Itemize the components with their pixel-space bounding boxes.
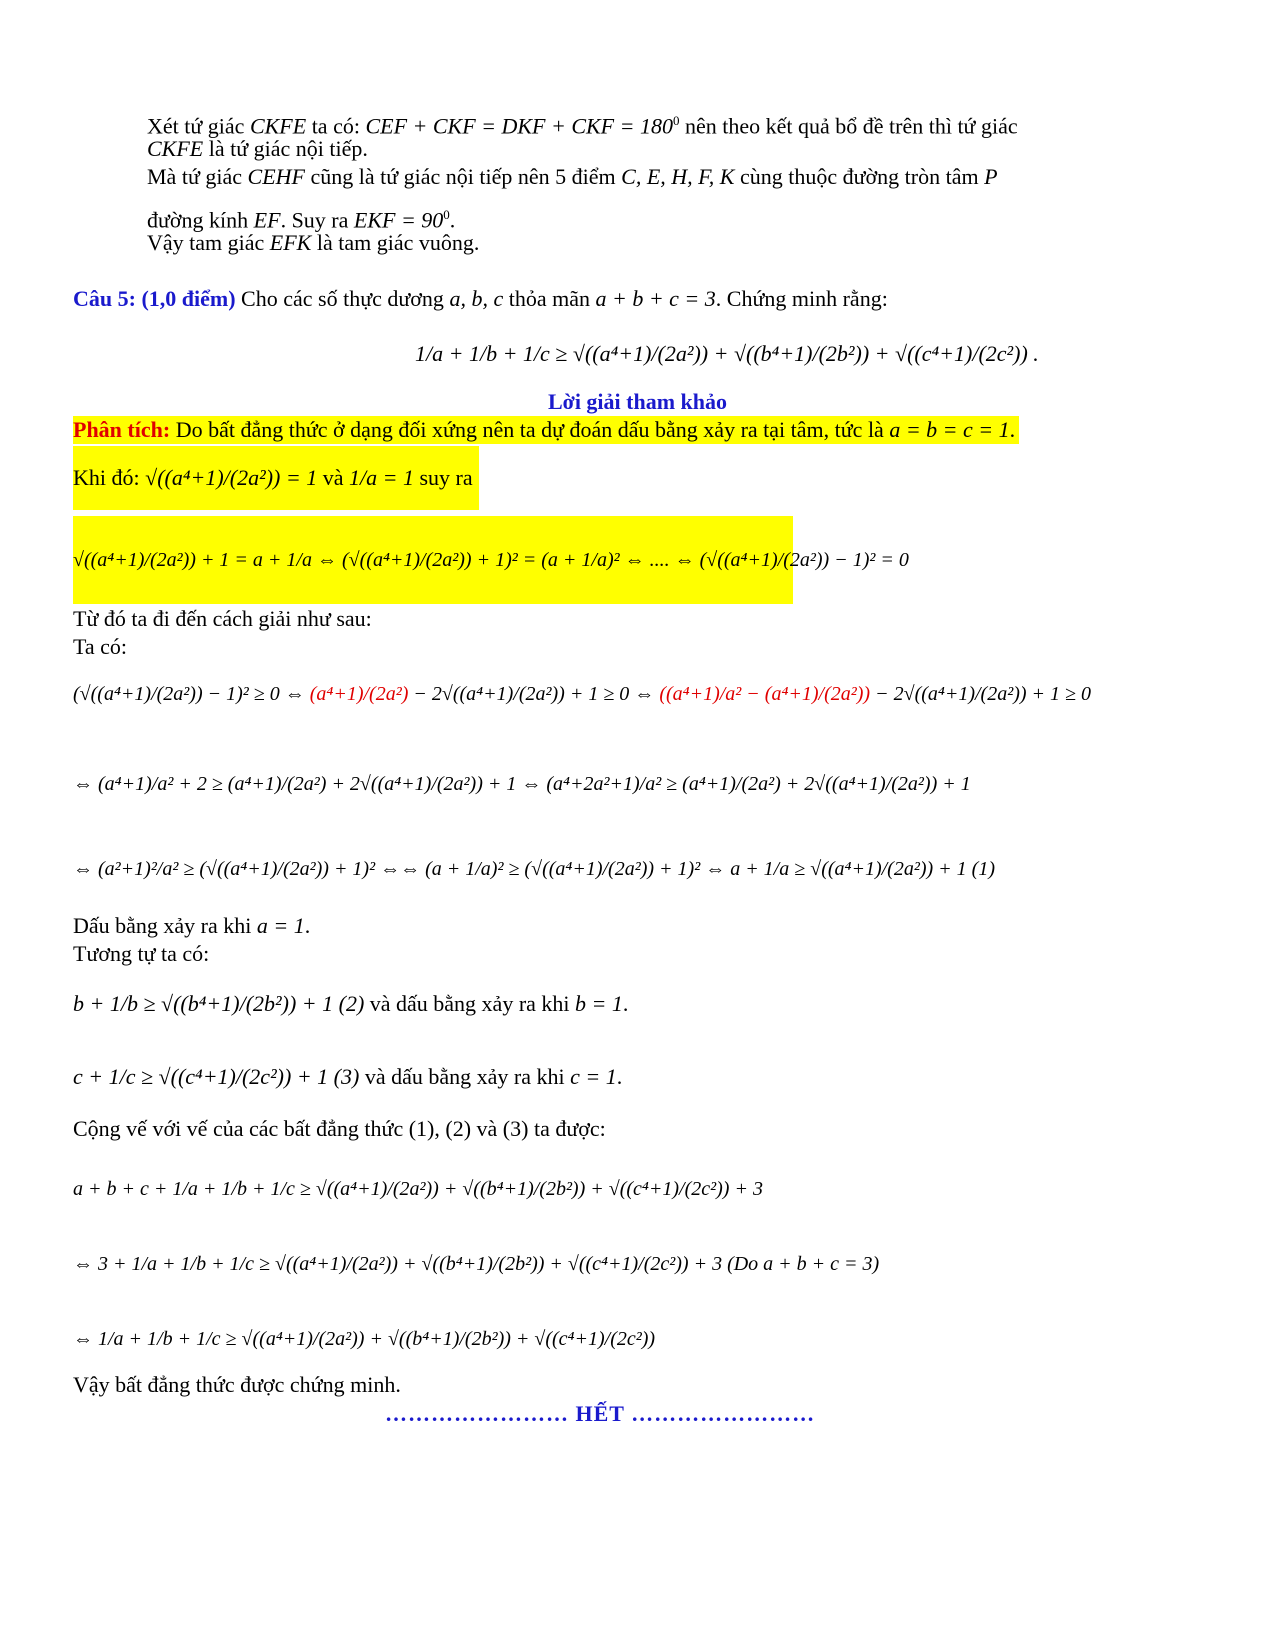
degree-mark: 0 [672,113,680,128]
text: Mà tứ giác [147,164,243,189]
math-vars: a, b, c [449,286,504,311]
intro-line-5 [147,229,479,257]
text: và [476,1116,498,1141]
math-expr: b + 1/b ≥ √((b⁴+1)/(2b²)) + 1 (2) [73,991,365,1016]
end-mark: …………………… HẾT …………………… [385,1401,816,1426]
math-expr-red: (a⁴+1)/(2a²) [309,683,409,705]
text: ta có: [311,113,360,139]
text: . [1009,417,1016,442]
math-expr: 1/a = 1 [348,465,414,490]
text: Dấu bằng xảy ra khi [73,913,252,938]
intro-line-3 [147,163,998,191]
math-expr: (√((a⁴+1)/(2a²)) − 1)² ≥ 0 ⇔ [73,683,305,705]
text: thỏa mãn [508,286,590,311]
ref: (3) [502,1116,529,1141]
text: là tam giác vuông. [316,230,480,255]
analysis-label: Phân tích: [73,417,171,442]
text: và [322,465,344,490]
degree-mark: 0 [443,207,450,222]
math-equality: a = b = c = 1 [889,417,1010,442]
math-quad: CKFE [147,136,204,161]
equation-line-2: ⇔ (a⁴+1)/a² + 2 ≥ (a⁴+1)/(2a²) + 2√((a⁴+1)/(2a²)) + 1 ⇔ (a⁴+2a²+1)/a² ≥ (a⁴+1)/(2a²) + 2√((a⁴+1)/(2a²)) + 1 [73,773,971,795]
problem-label: Câu 5: (1,0 điểm) [73,286,236,311]
sum-equation-2: ⇔ 3 + 1/a + 1/b + 1/c ≥ √((a⁴+1)/(2a²)) + √((b⁴+1)/(2b²)) + √((c⁴+1)/(2c²)) + 3 (Do a + b + c = 3) [73,1253,880,1275]
text: . Suy ra [280,207,349,233]
text: . Chứng minh rằng: [715,286,888,311]
inequality-c-line [73,1063,622,1091]
text: và dấu bằng xảy ra khi [364,1064,565,1089]
math-triangle: EFK [269,230,312,255]
highlighted-equation: √((a⁴+1)/(2a²)) + 1 = a + 1/a ⇔ (√((a⁴+1)/(2a²)) + 1)² = (a + 1/a)² ⇔ .... ⇔ (√((a⁴+1)/(2a²)) − 1)² = 0 [73,516,793,604]
text: Cộng vế với vế của các bất đẳng thức [73,1116,404,1141]
equation-line-1 [73,680,1091,708]
problem-statement [73,285,888,313]
text: đường kính [147,207,249,233]
angle-equation: CEF + CKF = DKF + CKF = 180 [365,113,673,139]
angle-equation: EKF = 90 [353,207,444,233]
math-quad: CKFE [249,113,307,139]
inequality-b-line [73,990,628,1018]
text: Xét tứ giác [147,113,245,139]
math-condition: a + b + c = 3 [595,286,716,311]
math-expr: c = 1 [570,1064,617,1089]
text: . [616,1064,623,1089]
similar-text: Tương tự ta có: [73,941,210,966]
math-expr: a = 1 [256,913,305,938]
text: nên theo kết quả bổ đề trên thì tứ giác [684,113,1018,139]
math-segment: EF [253,207,281,233]
text: cũng là tứ giác nội tiếp nên 5 điểm [310,164,616,189]
math-expr: b = 1 [575,991,623,1016]
sum-equation-3: ⇔ 1/a + 1/b + 1/c ≥ √((a⁴+1)/(2a²)) + √((b⁴+1)/(2b²)) + √((c⁴+1)/(2c²)) [73,1328,656,1350]
text: Khi đó: [73,465,140,490]
text: và dấu bằng xảy ra khi [369,991,570,1016]
analysis-line [73,416,1019,444]
problem-inequality: 1/a + 1/b + 1/c ≥ √((a⁴+1)/(2a²)) + √((b⁴+1)/(2b²)) + √((c⁴+1)/(2c²)) . [415,341,1039,366]
equation-line-3: ⇔ (a²+1)²/a² ≥ (√((a⁴+1)/(2a²)) + 1)² ⇔⇔ (a + 1/a)² ≥ (√((a⁴+1)/(2a²)) + 1)² ⇔ a + 1/a ≥ √((a⁴+1)/(2a²)) + 1 (1) [73,858,995,880]
math-expr: − 2√((a⁴+1)/(2a²)) + 1 ≥ 0 ⇔ [413,683,655,705]
math-expr: √((a⁴+1)/(2a²)) = 1 [145,465,318,490]
math-expr-red: ((a⁴+1)/a² − (a⁴+1)/(2a²)) [659,683,871,705]
intro-line-2 [147,135,368,163]
text: Do bất đẳng thức ở dạng đối xứng nên ta dự đoán dấu bằng xảy ra tại tâm, tức là [175,417,884,442]
math-expr: − 2√((a⁴+1)/(2a²)) + 1 ≥ 0 [875,683,1092,705]
text: Cho các số thực dương [241,286,444,311]
math-quad: CEHF [247,164,305,189]
lead-in-text: Từ đó ta đi đến cách giải như sau: [73,606,372,631]
conclusion-text: Vậy bất đẳng thức được chứng minh. [73,1372,401,1397]
text: . [449,207,456,233]
sum-equation-1: a + b + c + 1/a + 1/b + 1/c ≥ √((a⁴+1)/(2a²)) + √((b⁴+1)/(2b²)) + √((c⁴+1)/(2c²)) + 3 [73,1178,763,1200]
text: ta được: [533,1116,606,1141]
text: . [304,913,311,938]
sum-intro-line [73,1115,606,1143]
khi-do-line [73,446,479,510]
math-center: P [984,164,998,189]
ta-co-text: Ta có: [73,634,128,659]
text: cùng thuộc đường tròn tâm [739,164,979,189]
text: Vậy tam giác [147,230,265,255]
text: là tứ giác nội tiếp. [208,136,368,161]
text: . [622,991,629,1016]
equality-a-line [73,912,310,940]
solution-title: Lời giải tham khảo [547,389,728,414]
text: suy ra [419,465,473,490]
math-points: C, E, H, F, K [621,164,735,189]
math-expr: c + 1/c ≥ √((c⁴+1)/(2c²)) + 1 (3) [73,1064,360,1089]
ref: (1), (2) [408,1116,472,1141]
